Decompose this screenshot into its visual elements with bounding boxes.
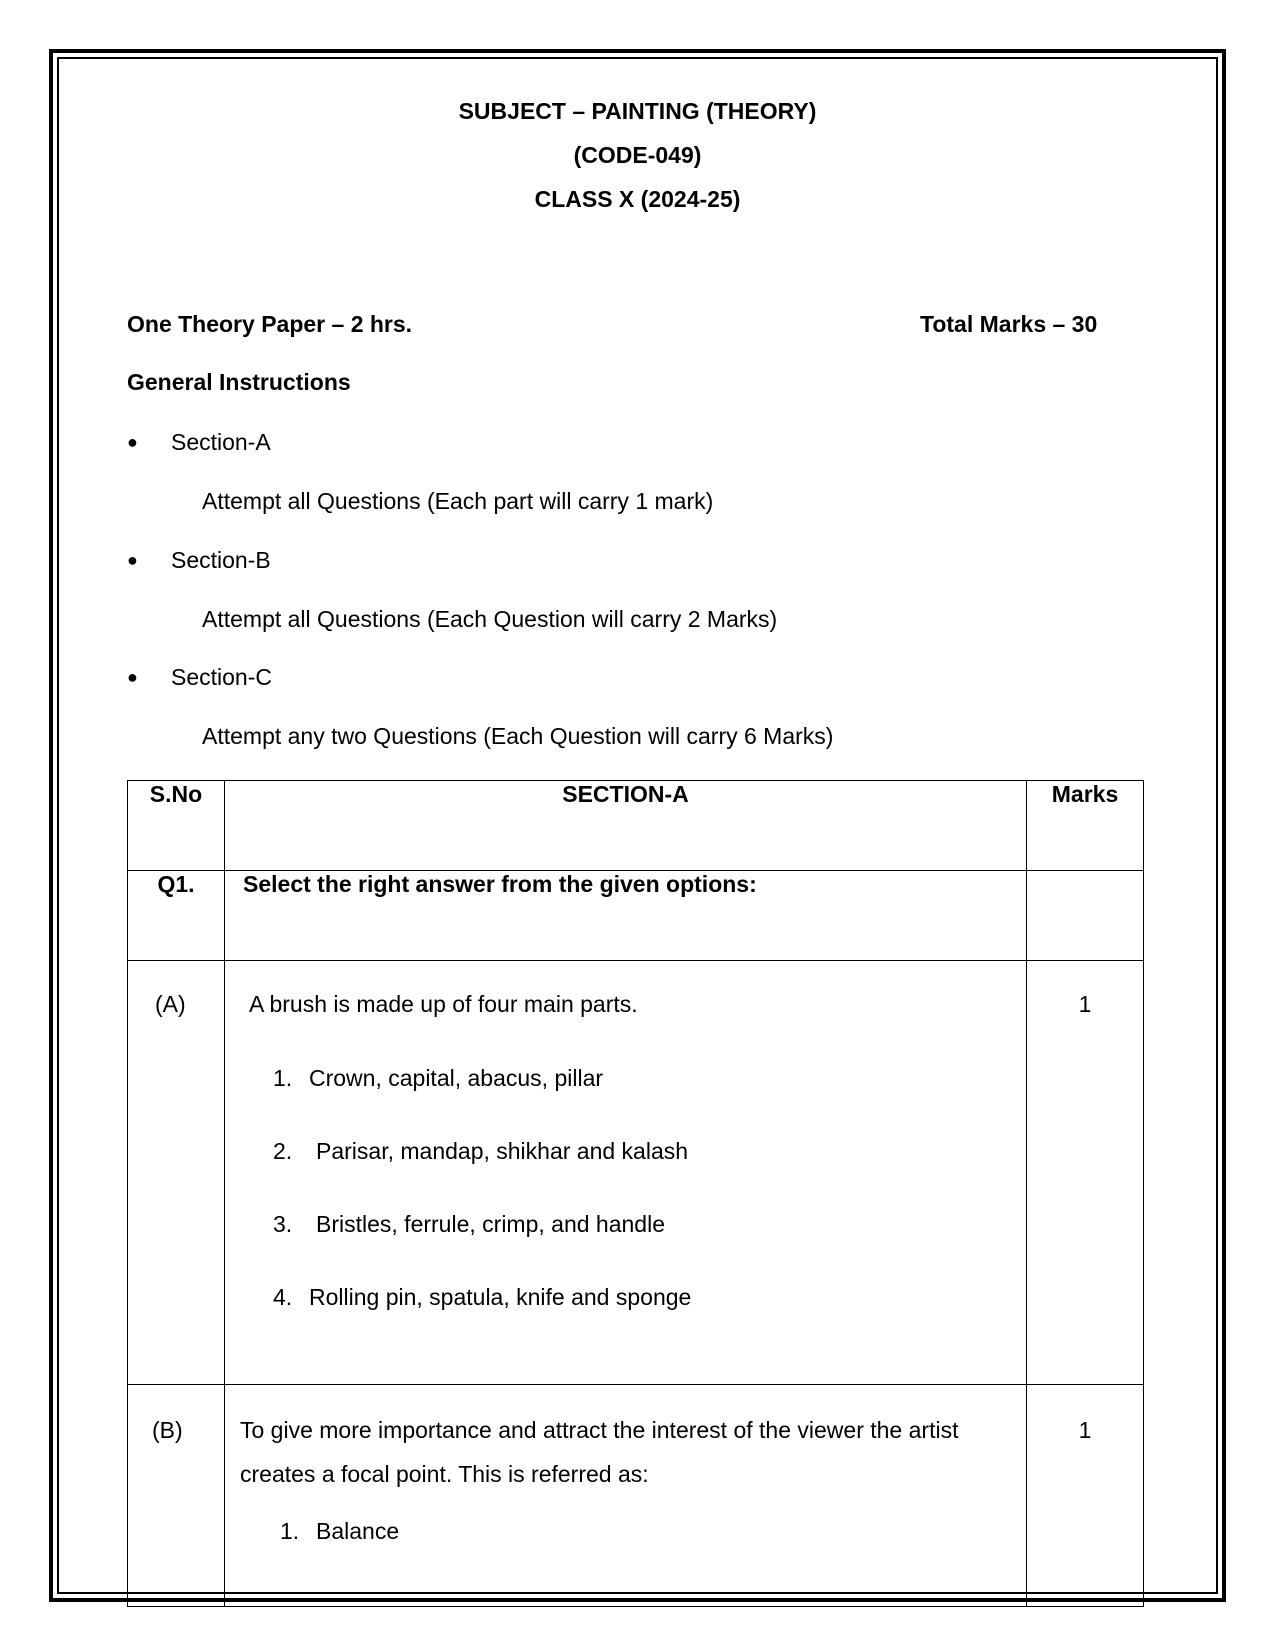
section-c-label: Section-C	[171, 664, 272, 690]
table-row	[128, 961, 1144, 1385]
section-b-instruction: Attempt all Questions (Each Question will carry 2 Marks)	[202, 606, 778, 632]
option-number: 3.	[273, 1211, 293, 1237]
bullet-icon: ●	[127, 550, 138, 570]
part-b-options	[240, 1488, 1026, 1548]
table-row	[128, 1385, 1144, 1607]
class-title: CLASS X (2024-25)	[534, 186, 741, 212]
part-a-question: A brush is made up of four main parts.	[249, 991, 638, 1017]
option-number: 2.	[273, 1138, 293, 1164]
section-c-instruction: Attempt any two Questions (Each Question will carry 6 Marks)	[202, 723, 834, 749]
header-marks: Marks	[1027, 781, 1144, 871]
section-b-label: Section-B	[171, 547, 271, 573]
question-table	[127, 780, 1144, 1607]
bullet-icon: ●	[127, 432, 138, 452]
part-a-content	[225, 961, 1027, 1385]
table-row	[128, 871, 1144, 961]
section-a-instruction: Attempt all Questions (Each part will carry 1 mark)	[202, 488, 714, 514]
part-b-sno: (B)	[128, 1385, 225, 1607]
option-number: 1.	[273, 1065, 293, 1091]
subject-title: SUBJECT – PAINTING (THEORY)	[458, 98, 817, 124]
option-text: Crown, capital, abacus, pillar	[309, 1065, 604, 1091]
paper-duration: One Theory Paper – 2 hrs.	[127, 311, 413, 337]
part-b-marks: 1	[1027, 1385, 1144, 1607]
part-b-content	[225, 1385, 1027, 1607]
part-a-sno: (A)	[128, 961, 225, 1385]
instructions-heading: General Instructions	[127, 369, 351, 395]
option-text: Rolling pin, spatula, knife and sponge	[309, 1284, 692, 1310]
q1-text: Select the right answer from the given options:	[225, 871, 1027, 961]
section-a-label: Section-A	[171, 429, 271, 455]
subject-code: (CODE-049)	[573, 142, 702, 168]
part-b-question-line2: creates a focal point. This is referred as:	[240, 1461, 649, 1487]
option-number: 1.	[280, 1518, 300, 1544]
q1-marks	[1027, 871, 1144, 961]
header-section: SECTION-A	[225, 781, 1027, 871]
option-text: Parisar, mandap, shikhar and kalash	[316, 1138, 689, 1164]
total-marks: Total Marks – 30	[920, 311, 1098, 337]
part-a-options	[225, 1018, 1026, 1318]
q1-sno: Q1.	[128, 871, 225, 961]
part-b-question-line1: To give more importance and attract the interest of the viewer the artist	[240, 1417, 959, 1443]
header-sno: S.No	[128, 781, 225, 871]
option-text: Bristles, ferrule, crimp, and handle	[316, 1211, 665, 1237]
option-number: 4.	[273, 1284, 293, 1310]
option-text: Balance	[316, 1518, 400, 1544]
part-a-marks: 1	[1027, 961, 1144, 1385]
bullet-icon: ●	[127, 667, 138, 687]
table-header-row	[128, 781, 1144, 871]
